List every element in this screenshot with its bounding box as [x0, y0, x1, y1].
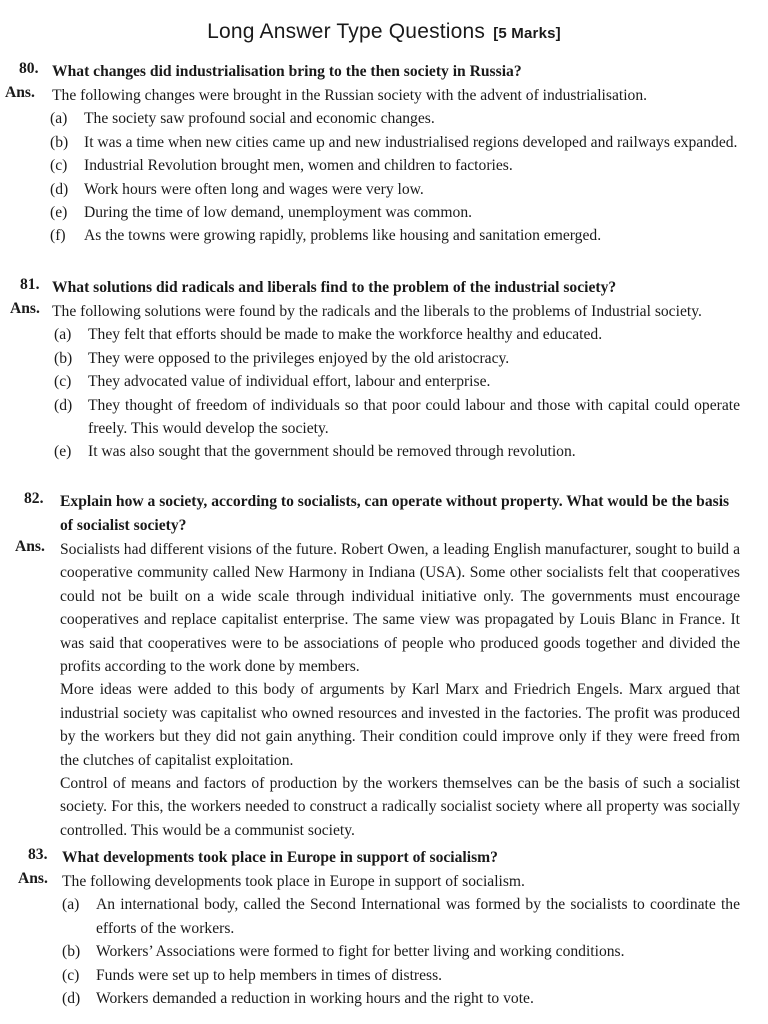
title-marks: [5 Marks]: [493, 25, 561, 42]
answer-label: Ans.: [10, 300, 40, 317]
answer-intro: The following developments took place in Europe in support of socialism.: [62, 873, 525, 890]
item-text: They felt that efforts should be made to make the workforce healthy and educated.: [88, 326, 603, 344]
list-item: [54, 323, 740, 346]
question-text: What developments took place in Europe in support of socialism?: [62, 849, 498, 866]
list-item: [50, 154, 740, 177]
list-item: [54, 440, 740, 463]
answer-list: [50, 107, 740, 247]
answer-label: Ans.: [18, 870, 48, 887]
item-label: (e): [50, 204, 68, 222]
item-label: (b): [50, 133, 69, 151]
item-text: They were opposed to the privileges enjoyed by the old aristocracy.: [88, 349, 510, 367]
item-text: Workers demanded a reduction in working hours and the right to vote.: [96, 990, 534, 1008]
question-text: What solutions did radicals and liberals find to the problem of the industrial society?: [52, 279, 617, 296]
item-label: (c): [54, 373, 72, 391]
item-label: (c): [50, 157, 68, 175]
item-text: As the towns were growing rapidly, problems like housing and sanitation emerged.: [84, 227, 602, 245]
list-item: [62, 893, 740, 940]
answer-intro: The following solutions were found by the radicals and the liberals to the problems of Industrial society.: [52, 303, 702, 320]
item-text: The society saw profound social and economic changes.: [84, 110, 435, 128]
item-label: (d): [50, 180, 69, 198]
answer-paragraph: Socialists had different visions of the future. Robert Owen, a leading English manufacturer, sought to build a cooperative community called New Harmony in Indiana (USA). Some other socialists felt that cooperatives could not be built on a wide scale through individual initiative only. The governments must encourage cooperatives and replace capitalist enterprise. The same view was propagated by Louis Blanc in France. It was said that cooperatives were to be associations of people who produced goods together and divided the profits according to the work done by members.: [60, 541, 740, 676]
item-label: (b): [62, 943, 81, 961]
item-text: It was a time when new cities came up and new industrialised regions developed and railways expanded.: [84, 133, 738, 151]
list-item: [50, 107, 740, 130]
answer-label: Ans.: [15, 538, 45, 555]
question-number: 80.: [19, 60, 39, 77]
item-label: (a): [62, 896, 80, 914]
question-number: 82.: [24, 490, 44, 507]
item-text: During the time of low demand, unemployment was common.: [84, 204, 473, 222]
item-text: Work hours were often long and wages were very low.: [84, 180, 424, 198]
list-item: [62, 964, 740, 987]
item-text: An international body, called the Second International was formed by the socialists to coordinate the efforts of the workers.: [96, 896, 740, 937]
item-label: (d): [62, 990, 81, 1008]
answer-paragraph: Control of means and factors of production by the workers themselves can be the basis of such a socialist society. For this, the workers needed to construct a radically socialist society where all property was socially controlled. This would be a communist society.: [60, 775, 740, 839]
list-item: [54, 394, 740, 441]
list-item: [54, 370, 740, 393]
list-item: [50, 201, 740, 224]
question-80: [5, 60, 740, 248]
list-item: [50, 178, 740, 201]
list-item: [50, 224, 740, 247]
item-text: Industrial Revolution brought men, women and children to factories.: [84, 157, 513, 175]
item-text: Workers’ Associations were formed to fight for better living and working conditions.: [96, 943, 625, 961]
item-label: (a): [50, 110, 68, 128]
item-text: They advocated value of individual effort, labour and enterprise.: [88, 373, 491, 391]
question-83: [18, 846, 740, 1010]
item-label: (f): [50, 227, 66, 245]
question-text: What changes did industrialisation bring to the then society in Russia?: [52, 63, 522, 80]
question-81: [10, 276, 740, 464]
item-label: (b): [54, 349, 73, 367]
item-label: (a): [54, 326, 72, 344]
question-82: [15, 490, 740, 842]
answer-intro: The following changes were brought in the Russian society with the advent of industrialisation.: [52, 87, 648, 104]
answer-paragraph: More ideas were added to this body of arguments by Karl Marx and Friedrich Engels. Marx argued that industrial society was capitalist who owned resources and invested in the factories. The profit was produced by the workers but they did not gain anything. Their condition could improve only if they were freed from the clutches of capitalist exploitation.: [60, 681, 740, 769]
answer-list: [54, 323, 740, 463]
question-number: 81.: [20, 276, 40, 293]
page-title: [0, 0, 768, 47]
list-item: [54, 347, 740, 370]
question-number: 83.: [28, 846, 48, 863]
item-text: Funds were set up to help members in times of distress.: [96, 966, 443, 984]
item-text: It was also sought that the government should be removed through revolution.: [88, 443, 576, 461]
title-text: Long Answer Type Questions: [207, 20, 486, 43]
list-item: [62, 987, 740, 1010]
answer-label: Ans.: [5, 84, 35, 101]
item-text: They thought of freedom of individuals so that poor could labour and those with capital could operate freely. This would develop the society.: [88, 396, 740, 438]
item-label: (e): [54, 443, 72, 461]
question-text: Explain how a society, according to socialists, can operate without property. What would be the basis of socialist society?: [60, 493, 730, 534]
list-item: [50, 131, 740, 154]
answer-list: [62, 893, 740, 1010]
item-label: (d): [54, 396, 73, 414]
list-item: [62, 940, 740, 963]
item-label: (c): [62, 966, 80, 984]
